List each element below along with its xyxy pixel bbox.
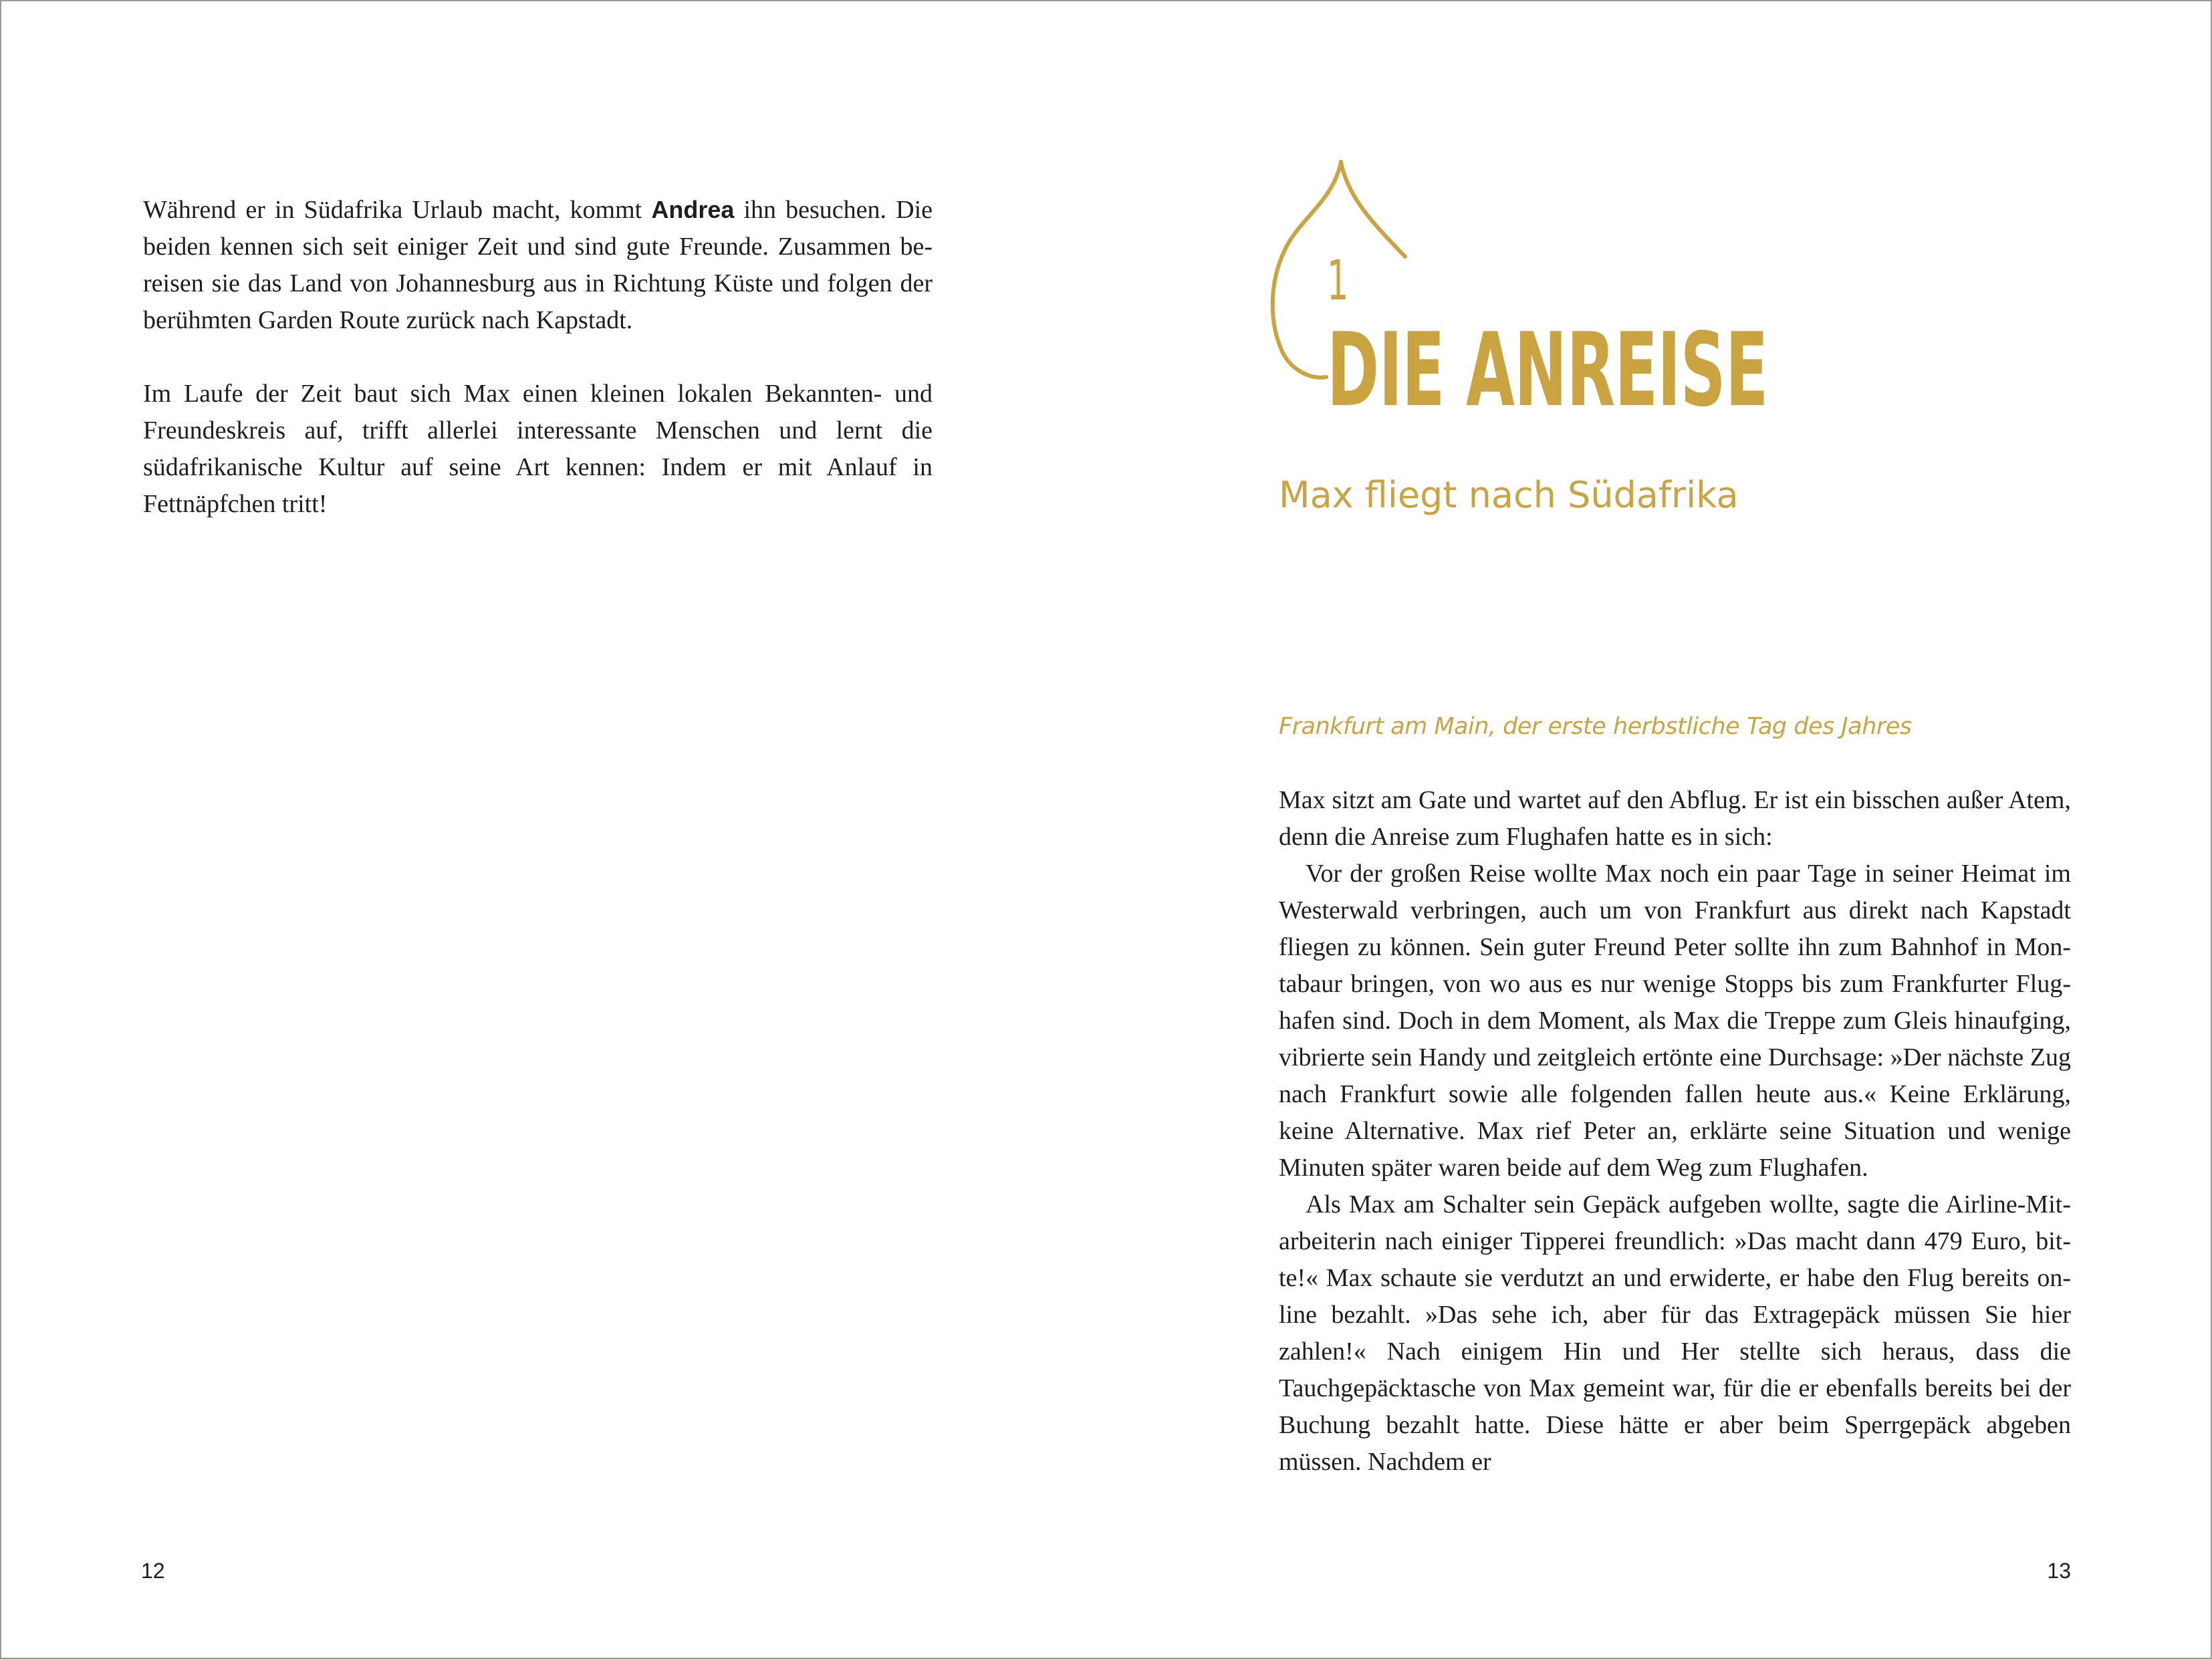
left-page-body bbox=[143, 191, 933, 523]
left-paragraph-1-start: Während er in Südafrika Urlaub macht, kommt bbox=[143, 196, 652, 224]
character-name-andrea: Andrea bbox=[651, 196, 735, 223]
left-paragraph-2: Im Laufe der Zeit baut sich Max einen kleinen lokalen Bekannten- und Freundeskreis auf, trifft allerlei interessante Menschen und lernt die südafrikanische Kultur auf seine Art kennen: Indem er mit Anlauf in Fettnäpfchen tritt! bbox=[143, 380, 933, 518]
right-paragraph-1: Max sitzt am Gate und wartet auf den Abflug. Er ist ein bisschen außer Atem, denn die Anreise zum Flughafen hatte es in sich: bbox=[1279, 786, 2071, 851]
left-paragraph-1 bbox=[143, 191, 933, 339]
right-paragraph-3: Als Max am Schalter sein Gepäck aufgeben wollte, sagte die Airline-Mitarbeiterin nach einiger Tipperei freundlich: »Das macht dann 479 Euro, bitte!« Max schaute sie verdutzt an und erwiderte, er habe den Flug bereits online bezahlt. »Das sehe ich, aber für das Extragepäck müssen Sie hier zahlen!« Nach einigem Hin und Her stellte sich heraus, dass die Tauchgepäcktasche von Max gemeint war, für die er ebenfalls bereits bei der Buchung bezahlt hatte. Diese hätte er aber beim Sperrgepäck abgeben müssen. Nachdem er bbox=[1279, 1190, 2071, 1476]
scene-heading: Frankfurt am Main, der erste herbstliche Tag des Jahres bbox=[1279, 713, 1912, 740]
chapter-title: DIE ANREISE bbox=[1327, 311, 1768, 429]
page-number-right: 13 bbox=[2047, 1559, 2071, 1583]
right-paragraph-2: Vor der großen Reise wollte Max noch ein paar Tage in seiner Heimat im Westerwald verbringen, auch um von Frankfurt aus direkt nach Kapstadt fliegen zu können. Sein guter Freund Peter sollte ihn zum Bahnhof in Montabaur bringen, von wo aus es nur wenige Stopps bis zum Frankfurter Flughafen sind. Doch in dem Moment, als Max die Treppe zum Gleis hinaufging, vibrierte sein Handy und zeitgleich ertönte eine Durchsage: »Der nächste Zug nach Frankfurt sowie alle folgenden fallen heute aus.« Keine Erklärung, keine Alternative. Max rief Peter an, erklärte seine Situation und wenige Minuten später waren beide auf dem Weg zum Flughafen. bbox=[1279, 860, 2071, 1182]
chapter-subtitle: Max fliegt nach Südafrika bbox=[1279, 474, 1739, 516]
chapter-number: 1 bbox=[1327, 249, 1349, 313]
page-number-left: 12 bbox=[141, 1559, 165, 1583]
left-paragraph-1-end: ihn besuchen. Die beiden kennen sich seit einiger Zeit und sind gute Freunde. Zusammen bereisen sie das Land von Johannesburg aus in Richtung Küste und folgen der berühmten Garden Route zurück nach Kapstadt. bbox=[143, 196, 933, 334]
right-page-body bbox=[1279, 782, 2071, 1481]
